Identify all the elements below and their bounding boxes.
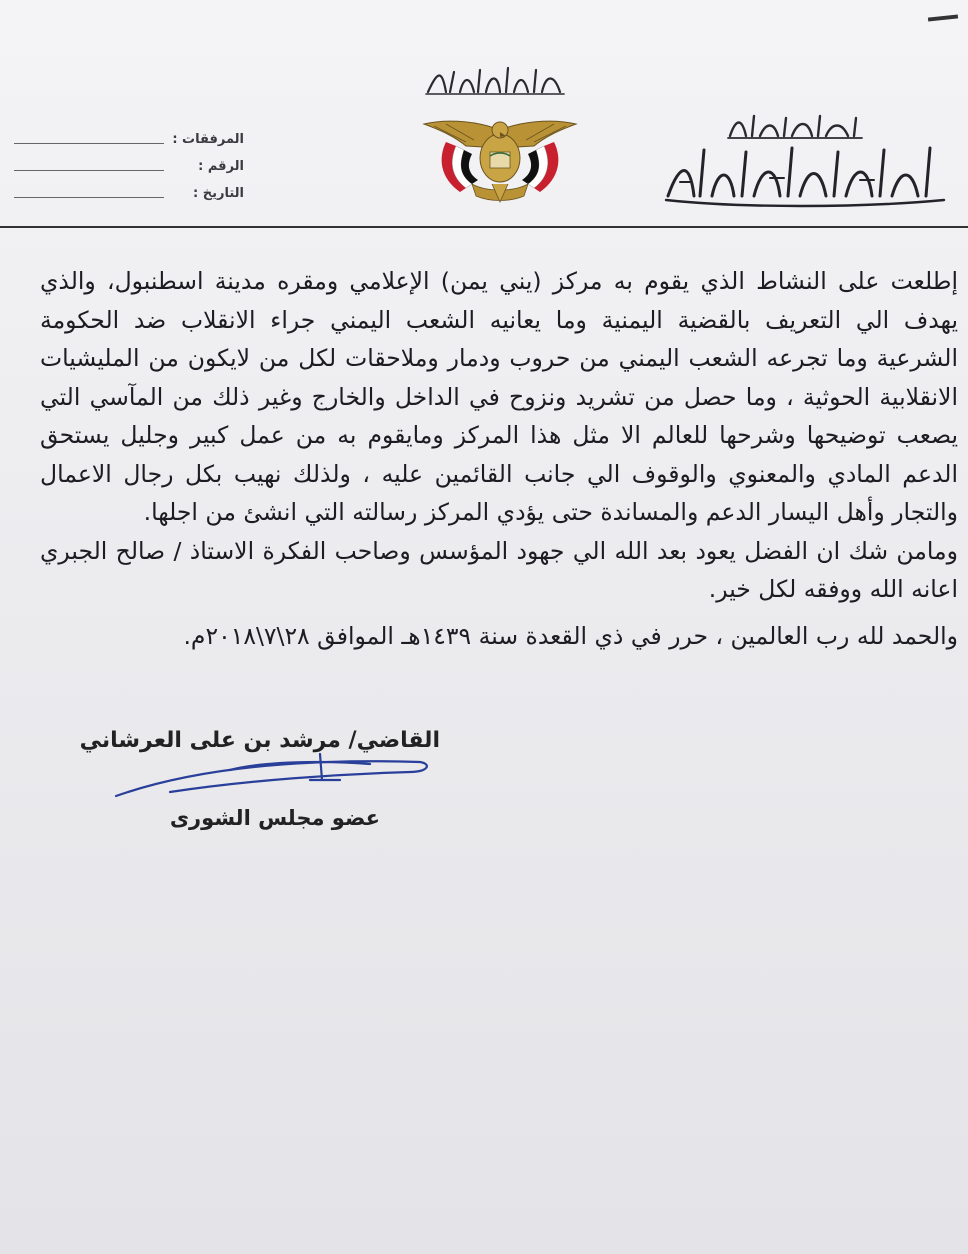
date-field (10, 186, 250, 213)
body-paragraph: إطلعت على النشاط الذي يقوم به مركز (يني يمن) الإعلامي ومقره مدينة اسطنبول، والذي يهدف الي التعريف بالقضية اليمنية وما يعانيه الشعب اليمني جراء الانقلاب ضد الحكومة الشرعية وما تجرعه الشعب اليمني من حروب ودمار وملاحقات لكل من لايكون من المليشيات الانقلابية الحوثية ، وما حصل من تشريد ونزوح في الداخل والخارج وغير ذلك من المآسي التي يصعب توضيحها وشرحها للعالم الا مثل هذا المركز ومايقوم به من عمل كبير وجليل يستحق الدعم المادي والمعنوي والوقوف الي جانب القائمين عليه ، ولذلك نهيب بكل رجال الاعمال والتجار وأهل اليسار الدعم والمساندة حتى يؤدي المركز رسالته التي انشئ من اجلها. (40, 267, 958, 526)
number-field (10, 159, 250, 186)
header-divider (0, 226, 968, 228)
corner-mark (928, 14, 958, 21)
number-label: الرقم : (198, 159, 244, 174)
body-paragraph: ومامن شك ان الفضل يعود بعد الله الي جهود المؤسس وصاحب الفكرة الاستاذ / صالح الجبري اعانه الله ووفقه لكل خير. (40, 536, 958, 603)
signatory-role: عضو مجلس الشورى (169, 806, 380, 830)
reference-fields (10, 132, 250, 213)
date-line (14, 197, 164, 198)
letterhead-country-calligraphy (720, 112, 870, 144)
basmala-calligraphy (420, 62, 570, 102)
handwritten-signature (110, 740, 440, 810)
signatory-name: القاضي/ مرشد بن على العرشاني (79, 728, 440, 753)
attachments-line (14, 143, 164, 144)
number-line (14, 170, 164, 171)
letter-body (40, 262, 958, 655)
date-label: التاريخ : (193, 186, 244, 201)
attachments-label: المرفقات : (172, 132, 244, 147)
yemen-eagle-emblem (420, 112, 580, 204)
attachments-field (10, 132, 250, 159)
letterhead-title-calligraphy (660, 142, 950, 212)
closing-line: والحمد لله رب العالمين ، حرر في ذي القعدة سنة ١٤٣٩هـ الموافق ٢٨\٧\٢٠١٨م. (183, 621, 958, 650)
